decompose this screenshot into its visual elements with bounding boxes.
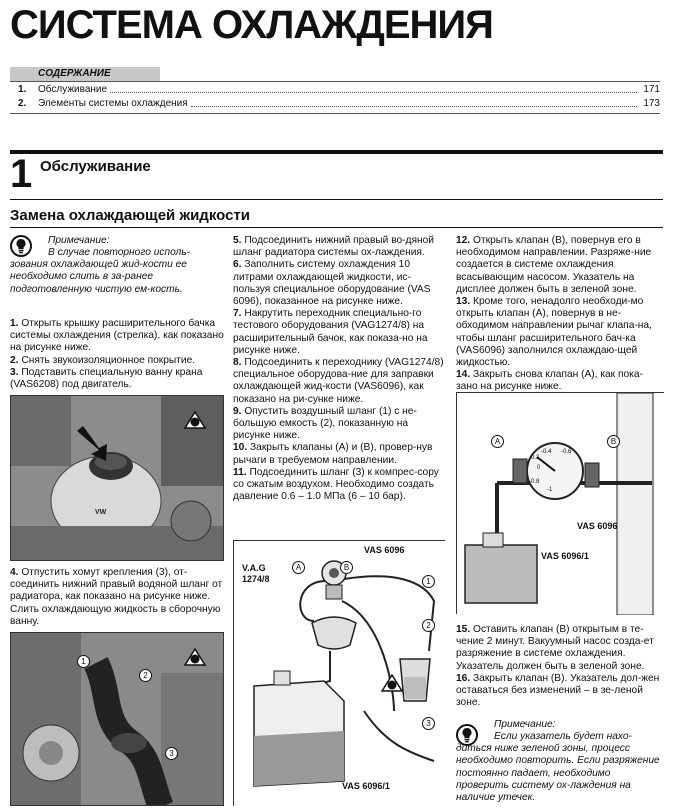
gauge-mark: -0.8 bbox=[529, 479, 540, 485]
callout-1: 1 bbox=[422, 575, 435, 588]
toc-item[interactable] bbox=[18, 97, 660, 111]
subsection-title: Замена охлаждающей жидкости bbox=[10, 207, 251, 224]
note-1-label: Примечание: bbox=[48, 235, 110, 246]
step-8: 8. Подсоединить к переходнику (VAG1274/8) специальное оборудова-ние для заправки охлаждающей жид-кости (VAS6096), как показано на ри-сунке ниже. bbox=[233, 357, 444, 405]
photo-expansion-tank bbox=[10, 395, 224, 561]
note-2-text: Если указатель будет нахо-диться ниже зеленой зоны, процесс необходимо повторить. Если разряжение постоянно падает, необходимо проверить систему ох-лаждения на наличие утечек. bbox=[456, 731, 660, 804]
toc-item-page: 171 bbox=[643, 84, 660, 95]
vw-badge-icon bbox=[183, 647, 207, 667]
toc-bottom-divider bbox=[10, 113, 660, 114]
table-of-contents bbox=[10, 67, 660, 115]
toc-item[interactable] bbox=[18, 83, 660, 97]
step-12: 12. Открыть клапан (B), повернув его в необходимом направлении. Разряже-ние создается в системе охлаждения всасывающим насосом. Указатель на дисплее должен быть в зеленой зоне. bbox=[456, 235, 652, 295]
toc-leader-dots bbox=[191, 97, 637, 107]
steps-col-3b bbox=[456, 624, 664, 709]
note-2 bbox=[494, 719, 664, 731]
toc-heading-band bbox=[10, 67, 160, 81]
step-6: 6. Заполнить систему охлаждения 10 литрами охлаждающей жидкости, ис-пользуя специальное оборудование (VAS 6096), показанное на рисунке ниже. bbox=[233, 259, 431, 308]
photo-radiator-hose bbox=[10, 632, 224, 806]
callout-2: 2 bbox=[422, 619, 435, 632]
steps-col-2 bbox=[233, 235, 445, 503]
tank-marking: VW bbox=[95, 509, 107, 516]
diagram-filling-setup bbox=[233, 540, 445, 806]
note-1-text: В случае повторного исполь-зования охлаждающей жид-кости ее необходимо слить в за-ранее подготовленную чистую ем-кость. bbox=[10, 247, 191, 295]
callout-a: A bbox=[292, 561, 305, 574]
step-7: 7. Накрутить переходник специально-го тестового оборудования (VAG1274/8) на расширительный бачок, как показа-но на рисунке ниже. bbox=[233, 308, 428, 356]
toc-item-label: Элементы системы охлаждения bbox=[38, 98, 188, 109]
page-title: СИСТЕМА ОХЛАЖДЕНИЯ bbox=[10, 3, 493, 47]
step-2: 2. Снять звукоизоляционное покрытие. bbox=[10, 354, 196, 366]
subsection-rule bbox=[10, 227, 663, 228]
step-9: 9. Опустить воздушный шланг (1) с не-большую емкость (2), показанную на рисунке ниже. bbox=[233, 405, 417, 442]
step-5: 5. Подсоединить нижний правый во-дяной шланг радиатора системы ох-лаждения. bbox=[233, 235, 434, 259]
section-title: Обслуживание bbox=[40, 158, 151, 175]
callout-2: 2 bbox=[139, 669, 152, 682]
vw-badge-icon bbox=[183, 410, 207, 430]
step-11: 11. Подсоединить шланг (3) к компрес-сору со сжатым воздухом. Необходимо создать давление 0.6 – 1.0 МПа (6 – 10 бар). bbox=[233, 466, 439, 503]
step-3: 3. Подставить специальную ванну крана (VAS6208) под двигатель. bbox=[10, 366, 203, 391]
label-vas-6096: VAS 6096 bbox=[577, 521, 618, 531]
callout-b: B bbox=[340, 561, 353, 574]
note-1 bbox=[48, 235, 222, 247]
step-10: 10. Закрыть клапаны (A) и (B), провер-нув рычаги в требуемом направлении. bbox=[233, 442, 433, 466]
callout-b: B bbox=[607, 435, 620, 448]
toc-item-page: 173 bbox=[643, 98, 660, 109]
section-bottom-rule bbox=[10, 199, 663, 200]
label-vas-6096-1: VAS 6096/1 bbox=[342, 781, 390, 791]
toc-item-label: Обслуживание bbox=[38, 84, 108, 95]
callout-3: 3 bbox=[165, 747, 178, 760]
callout-3: 3 bbox=[422, 717, 435, 730]
section-number: 1 bbox=[10, 152, 33, 196]
label-vas-6096-1: VAS 6096/1 bbox=[541, 551, 589, 561]
label-vas-6096: VAS 6096 bbox=[364, 545, 405, 555]
label-vag-number: 1274/8 bbox=[242, 574, 270, 584]
callout-1: 1 bbox=[77, 655, 90, 668]
toc-heading: СОДЕРЖАНИЕ bbox=[38, 68, 111, 79]
gauge-mark: -0.4 bbox=[541, 449, 552, 455]
note-2-label: Примечание: bbox=[494, 719, 556, 730]
step-4: 4. Отпустить хомут крепления (3), от-соединить нижний правый водяной шланг от радиатора, как показано на рисунке ниже. Слить охлаждающую жидкость в сборочную ванну. bbox=[10, 567, 223, 627]
gauge-valves-illustration bbox=[457, 393, 665, 615]
step-13: 13. Кроме того, ненадолго необходи-мо открыть клапан (A), повернув в не-обходимом направлении рычаг клапа-на, чтобы шланг расширительного бач-ка (VAS6096) заполнился охлаждаю-щей жидкостью. bbox=[456, 296, 652, 369]
gauge-mark: 0.2 bbox=[531, 455, 540, 461]
gauge-mark: -0.6 bbox=[561, 449, 572, 455]
diagram-gauge-valves bbox=[456, 392, 664, 614]
vw-badge-icon bbox=[380, 673, 404, 693]
step-15: 15. Оставить клапан (B) открытым в те-чение 2 минут. Вакуумный насос созда-ет разряжение в системе охлаждения. Указатель должен быть в зеленой зоне. bbox=[456, 624, 654, 672]
gauge-mark: -1 bbox=[547, 487, 553, 493]
step-14: 14. Закрыть снова клапан (A), как пока-зано на рисунке ниже. bbox=[456, 369, 643, 393]
gauge-mark: 0 bbox=[537, 465, 541, 471]
steps-col-3 bbox=[456, 235, 664, 394]
toc-item-number: 1. bbox=[18, 84, 27, 95]
label-vag: V.A.G bbox=[242, 563, 266, 573]
callout-a: A bbox=[491, 435, 504, 448]
toc-leader-dots bbox=[110, 83, 637, 93]
step-16: 16. Закрыть клапан (B). Указатель дол-жен оставаться без изменений – в зе-леной зоне. bbox=[456, 672, 660, 709]
toc-item-number: 2. bbox=[18, 98, 27, 109]
steps-col-1 bbox=[10, 318, 224, 391]
section-top-rule bbox=[10, 150, 663, 154]
step-1: 1. Открыть крышку расширительного бачка системы охлаждения (стрелка), как показано на рисунке ниже. bbox=[10, 318, 224, 354]
toc-divider bbox=[10, 81, 660, 82]
